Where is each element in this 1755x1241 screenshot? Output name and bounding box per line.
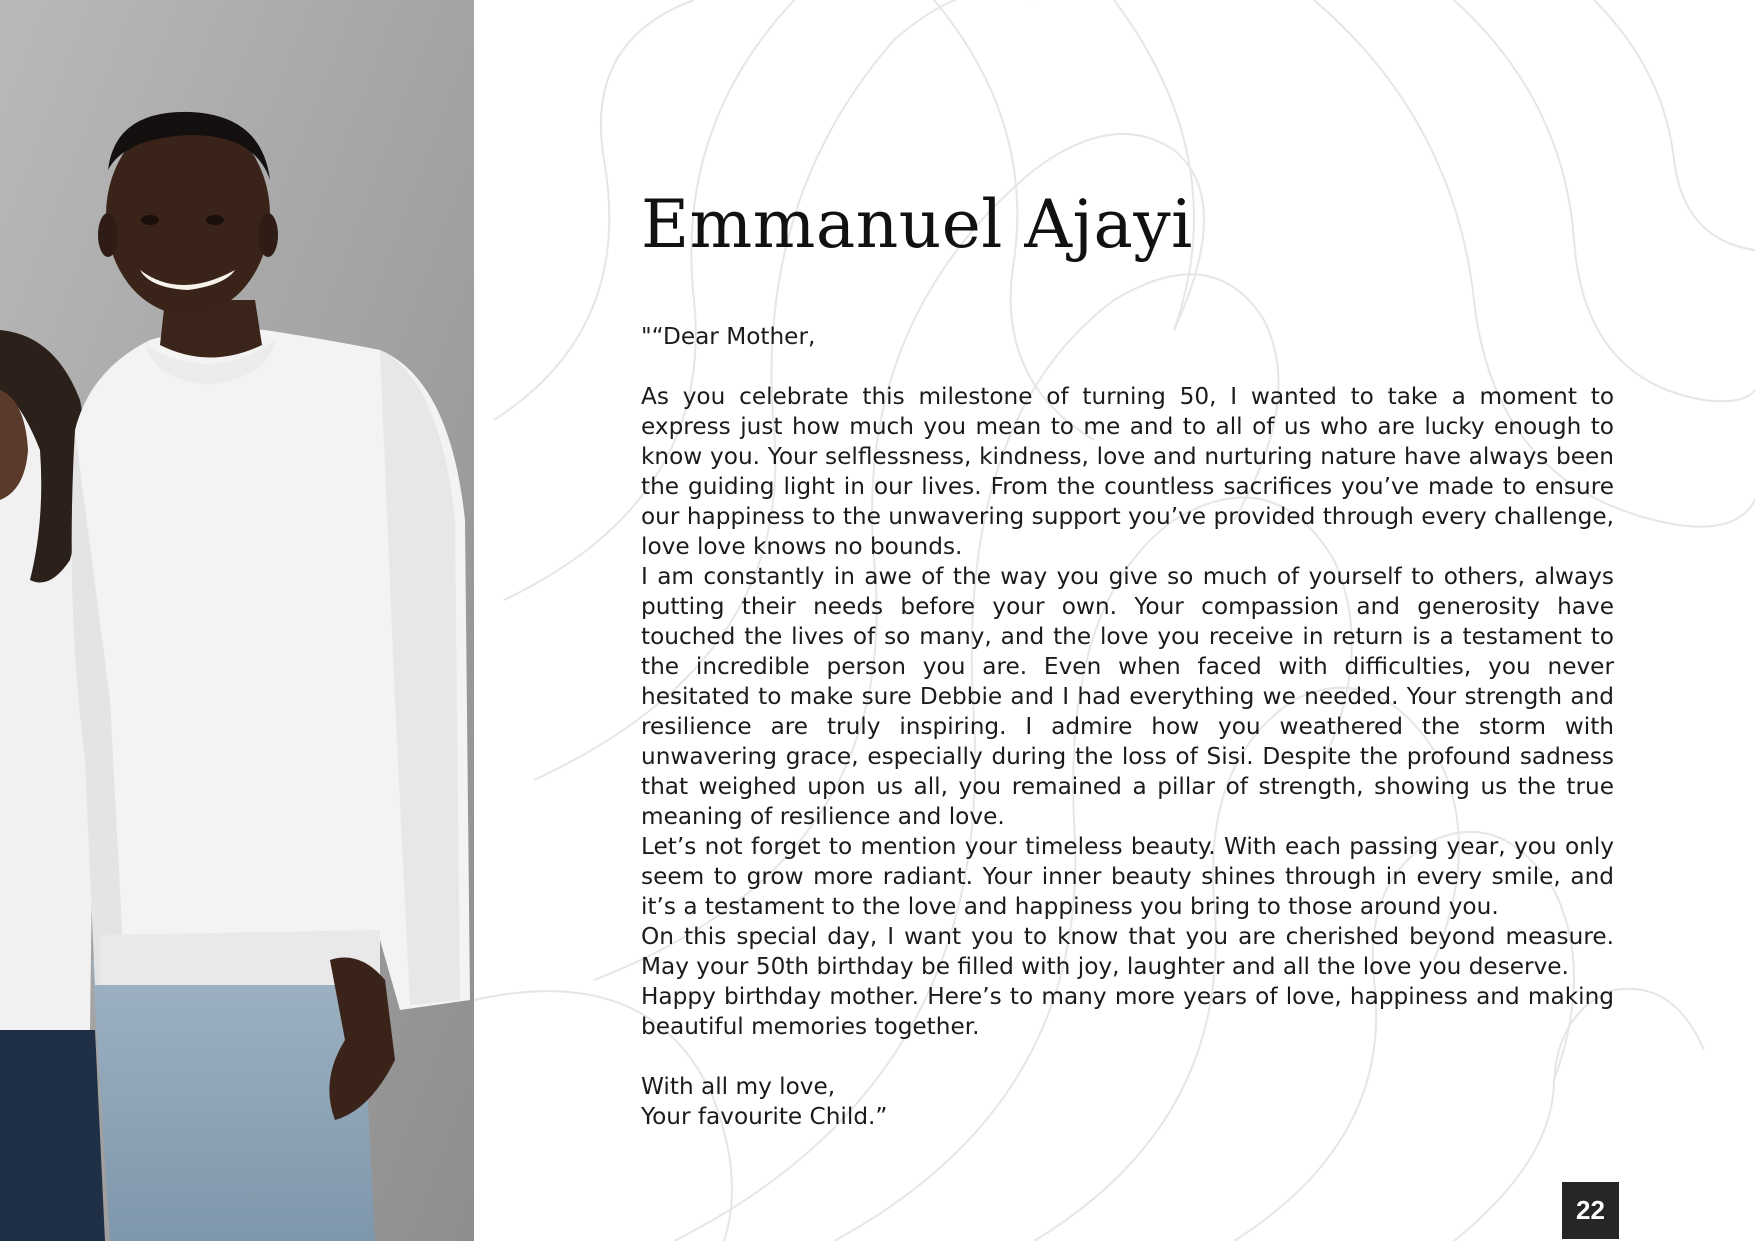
letter-paragraph: Let’s not forget to mention your timeless beauty. With each passing year, you only seem to grow more radiant. Your inner beauty shines through in every smile, and it’s a testament to the love and happiness you bring to those around you. bbox=[641, 833, 1614, 920]
letter-paragraph: I am constantly in awe of the way you give so much of yourself to others, always putting their needs before your own. Your compassion and generosity have touched the lives of so many, and the love you receive in return is a testament to the incredible person you are. Even when faced with difficulties, you never hesitated to make sure Debbie and I had everything we needed. Your strength and resilience are truly inspiring. I admire how you weathered the storm with unwavering grace, especially during the loss of Sisi. Despite the profound sadness that weighed upon us all, you remained a pillar of strength, showing us the true meaning of resilience and love. bbox=[641, 563, 1614, 830]
letter-paragraph: On this special day, I want you to know that you are cherished beyond measure. May your 50th birthday be filled with joy, laughter and all the love you deserve. bbox=[641, 923, 1614, 980]
author-name: Emmanuel Ajayi bbox=[641, 186, 1193, 263]
signature-line: Your favourite Child.” bbox=[641, 1103, 888, 1130]
spacer bbox=[641, 1042, 1614, 1072]
spacer bbox=[641, 352, 1614, 382]
closing-line: With all my love, bbox=[641, 1073, 836, 1100]
letter-paragraph: Happy birthday mother. Here’s to many more years of love, happiness and making beautiful memories together. bbox=[641, 983, 1614, 1040]
page-number: 22 bbox=[1562, 1182, 1619, 1239]
letter-paragraph: As you celebrate this milestone of turning 50, I wanted to take a moment to express just how much you mean to me and to all of us who are lucky enough to know you. Your selflessness, kindness, love and nurturing nature have always been the guiding light in our lives. From the countless sacrifices you’ve made to ensure our happiness to the unwavering support you’ve provided through every challenge, love love knows no bounds. bbox=[641, 383, 1614, 560]
greeting: "“Dear Mother, bbox=[641, 323, 816, 350]
letter-body bbox=[641, 180, 1614, 1132]
portrait-photo bbox=[0, 0, 474, 1241]
